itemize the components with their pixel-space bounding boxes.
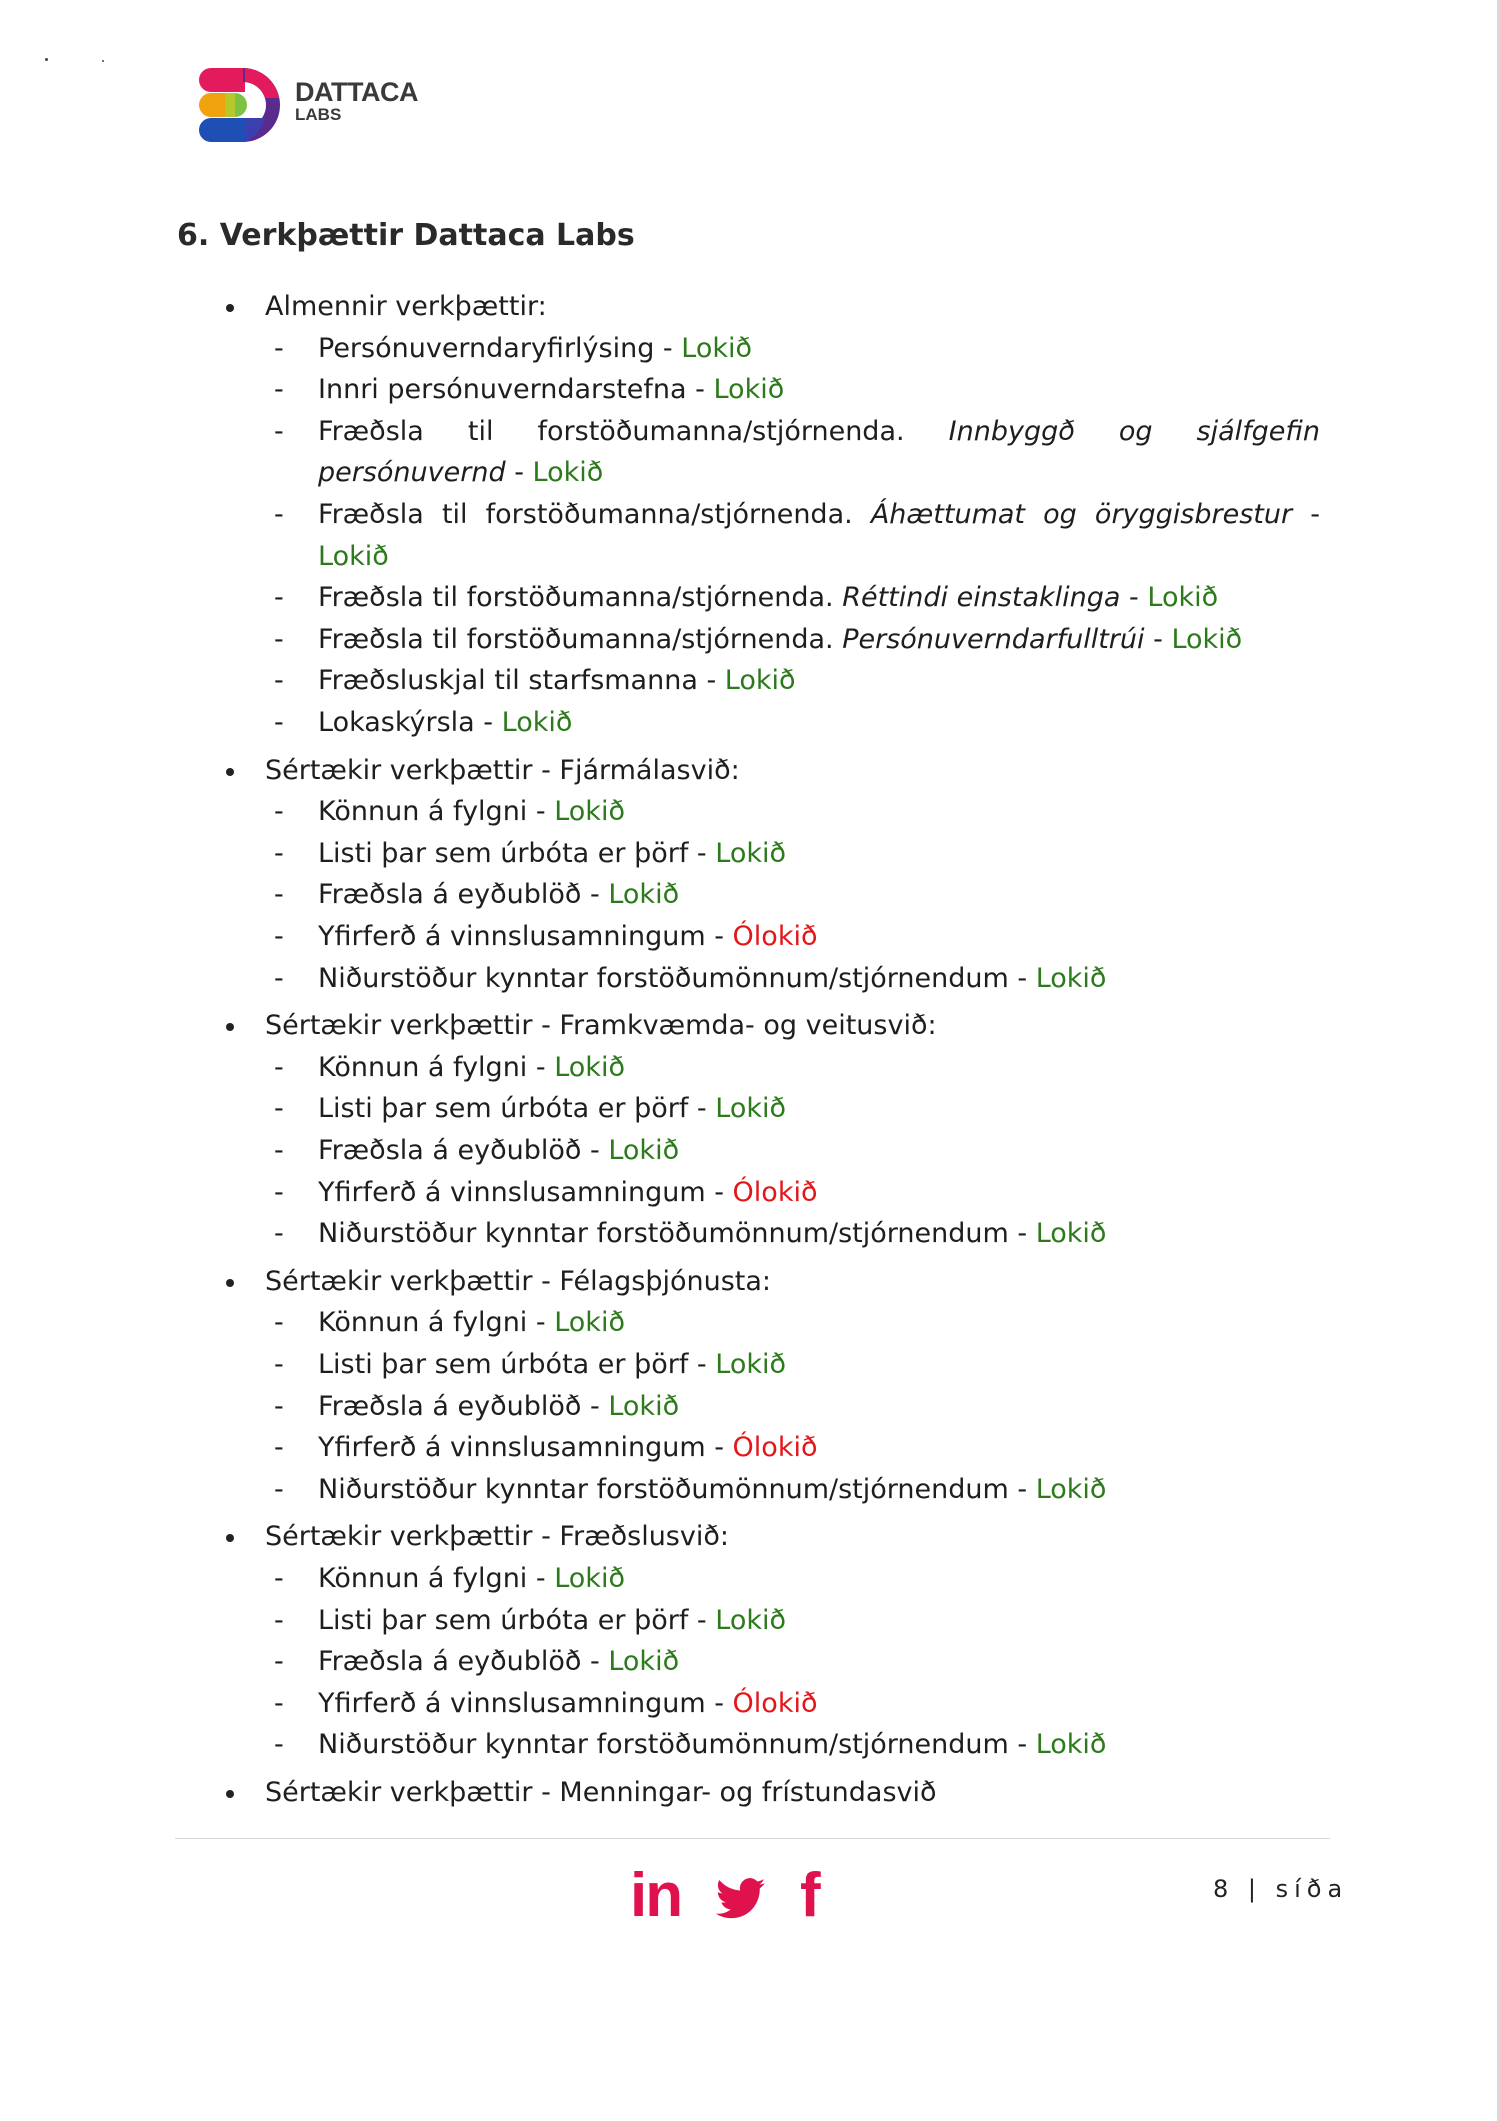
list-item [318, 1131, 679, 1171]
item-word: Innbyggð [948, 415, 1075, 447]
list-item [318, 1048, 625, 1088]
list-dash: - [274, 665, 284, 697]
item-text: Niðurstöður kynntar forstöðumönnum/stjórnendum - [318, 1218, 1036, 1250]
section-heading: Sértækir verkþættir - Fræðslusvið: [265, 1521, 729, 1553]
item-italic: Persónuverndarfulltrúi [842, 623, 1145, 655]
list-item [318, 917, 817, 957]
item-italic: Réttindi einstaklinga [842, 582, 1121, 614]
list-item [318, 792, 625, 832]
list-dash: - [274, 623, 284, 655]
status-label: Lokið [1035, 1729, 1107, 1761]
item-word: forstöðumanna/stjórnenda. [537, 415, 905, 447]
status-label: Lokið [1035, 962, 1107, 994]
list-item [318, 1470, 1106, 1510]
item-text: Könnun á fylgni - [318, 796, 555, 828]
status-label: Lokið [724, 665, 796, 697]
item-text: Könnun á fylgni - [318, 1051, 555, 1083]
status-label: Lokið [681, 332, 752, 364]
status-label: Lokið [608, 1390, 680, 1422]
item-text: Listi þar sem úrbóta er þörf - [318, 1604, 716, 1636]
item-text: Fræðsla til forstöðumanna/stjórnenda. [318, 582, 843, 614]
item-word: til [467, 415, 494, 447]
list-dash: - [274, 1432, 284, 1464]
scan-specks [40, 55, 120, 65]
general-heading: Almennir verkþættir: [265, 291, 547, 322]
bullet-dot [226, 304, 234, 312]
status-label: Ólokið [732, 1432, 818, 1464]
item-word: til [441, 499, 468, 530]
item-text: Fræðsla á eyðublöð - [318, 1135, 609, 1166]
list-item [318, 370, 784, 410]
item-separator: - [505, 457, 533, 489]
item-text: Fræðsla á eyðublöð - [318, 1390, 609, 1422]
list-item [318, 329, 752, 369]
list-dash: - [274, 1646, 284, 1678]
section-title: 6. Verkþættir Dattaca Labs [177, 218, 635, 253]
list-item [318, 834, 786, 874]
list-item [318, 875, 679, 915]
status-label: Lokið [554, 796, 625, 828]
list-dash: - [274, 582, 284, 614]
status-label: Lokið [318, 540, 389, 572]
item-text: Fræðsluskjal til starfsmanna - [318, 665, 725, 697]
list-dash: - [274, 1051, 284, 1083]
logo-name: DATTACA [295, 77, 418, 107]
item-word: öryggisbrestur [1094, 499, 1293, 530]
status-label: Lokið [554, 1051, 625, 1083]
item-text: Fræðsla á eyðublöð - [318, 879, 609, 911]
bullet-dot [226, 1023, 234, 1031]
status-label: Lokið [1147, 582, 1219, 614]
list-dash: - [274, 1687, 284, 1719]
bullet-dot [226, 768, 234, 776]
list-item [318, 661, 796, 701]
item-text: Fræðsla til forstöðumanna/stjórnenda. [318, 623, 843, 655]
list-item [318, 1303, 625, 1343]
list-item [318, 578, 1218, 618]
list-item [318, 1684, 817, 1724]
list-item-justified [318, 412, 1320, 452]
item-separator: - [1120, 582, 1148, 614]
status-label: Lokið [608, 1646, 680, 1678]
list-item [318, 1173, 817, 1213]
dattaca-logo [195, 62, 495, 147]
item-word: - [1310, 499, 1320, 530]
item-text: Innri persónuverndarstefna - [318, 374, 714, 406]
list-item [318, 959, 1106, 999]
status-label: Lokið [1171, 623, 1243, 655]
item-word: forstöðumanna/stjórnenda. [485, 499, 853, 530]
item-text: Könnun á fylgni - [318, 1307, 555, 1339]
bullet-dot [226, 1279, 234, 1287]
item-word: Fræðsla [318, 499, 424, 530]
item-text: Lokaskýrsla - [318, 707, 502, 738]
list-dash: - [274, 796, 284, 828]
list-item [318, 703, 572, 743]
status-label: Lokið [715, 1349, 787, 1380]
section-heading: Sértækir verkþættir - Félagsþjónusta: [265, 1265, 772, 1297]
item-text: Niðurstöður kynntar forstöðumönnum/stjórnendum - [318, 1473, 1036, 1505]
item-italic: persónuvernd [318, 457, 506, 489]
bullet-dot [226, 1790, 234, 1798]
item-word: og [1118, 415, 1153, 447]
list-dash: - [274, 1563, 284, 1594]
facebook-icon[interactable]: f [800, 1861, 821, 1930]
section-heading: Sértækir verkþættir - Fjármálasvið: [265, 754, 740, 786]
item-text: Yfirferð á vinnslusamningum - [318, 1432, 733, 1464]
status-label: Lokið [715, 1604, 787, 1636]
list-dash: - [274, 1473, 284, 1505]
status-label: Lokið [713, 374, 785, 406]
status-label: Lokið [608, 879, 680, 911]
list-item [318, 1428, 817, 1468]
list-item [318, 1642, 679, 1682]
list-item [318, 620, 1242, 660]
list-dash: - [274, 837, 284, 869]
list-item [318, 1089, 786, 1129]
list-dash: - [274, 1176, 284, 1208]
list-item [318, 1387, 679, 1427]
list-dash: - [274, 921, 284, 952]
item-text: Könnun á fylgni - [318, 1563, 555, 1594]
list-item-continuation [318, 453, 603, 493]
item-text: Listi þar sem úrbóta er þörf - [318, 837, 716, 869]
list-dash: - [274, 707, 284, 738]
item-text: Listi þar sem úrbóta er þörf - [318, 1349, 716, 1380]
list-item [318, 1725, 1106, 1765]
status-label: Lokið [1035, 1473, 1107, 1505]
status-label: Lokið [715, 837, 787, 869]
list-dash: - [274, 1390, 284, 1422]
item-word: Fræðsla [318, 415, 424, 447]
item-text: Fræðsla á eyðublöð - [318, 1646, 609, 1678]
list-item-justified [318, 495, 1320, 535]
list-dash: - [274, 1218, 284, 1250]
status-label: Lokið [715, 1093, 787, 1125]
item-word: Áhættumat [870, 499, 1025, 530]
list-item [318, 1559, 625, 1599]
item-separator: - [1144, 623, 1172, 655]
status-label: Ólokið [732, 1687, 818, 1719]
logo-sub: LABS [295, 105, 342, 124]
list-dash: - [274, 1604, 284, 1636]
dattaca-logo-mark-icon [195, 62, 285, 147]
list-item [318, 1345, 786, 1385]
status-label: Ólokið [732, 1176, 818, 1208]
list-dash: - [274, 1349, 284, 1380]
twitter-icon[interactable] [716, 1878, 766, 1920]
item-text: Yfirferð á vinnslusamningum - [318, 921, 733, 952]
item-text: Niðurstöður kynntar forstöðumönnum/stjórnendum - [318, 962, 1036, 994]
list-item [318, 1601, 786, 1641]
list-dash: - [274, 1135, 284, 1166]
list-dash: - [274, 415, 284, 447]
status-label: Ólokið [732, 921, 818, 952]
list-dash: - [274, 332, 284, 364]
status-label: Lokið [532, 457, 604, 489]
status-label: Lokið [554, 1307, 625, 1339]
bullet-dot [226, 1534, 234, 1542]
list-item-continuation [318, 537, 389, 577]
list-dash: - [274, 374, 284, 406]
item-word: og [1043, 499, 1077, 530]
item-text: Yfirferð á vinnslusamningum - [318, 1687, 733, 1719]
item-text: Yfirferð á vinnslusamningum - [318, 1176, 733, 1208]
linkedin-icon[interactable]: in [630, 1861, 682, 1930]
list-dash: - [274, 1729, 284, 1761]
item-word: sjálfgefin [1196, 415, 1320, 447]
item-text: Persónuverndaryfirlýsing - [318, 332, 682, 364]
section-heading: Sértækir verkþættir - Framkvæmda- og veitusvið: [265, 1010, 937, 1042]
list-dash: - [274, 879, 284, 911]
status-label: Lokið [501, 707, 573, 738]
list-dash: - [274, 962, 284, 994]
list-dash: - [274, 1307, 284, 1339]
list-item [318, 1214, 1106, 1254]
status-label: Lokið [608, 1135, 680, 1166]
footer-divider [175, 1838, 1330, 1839]
list-dash: - [274, 499, 284, 530]
page-number: 8 | síða [1213, 1875, 1349, 1903]
status-label: Lokið [554, 1563, 625, 1594]
section-heading: Sértækir verkþættir - Menningar- og frístundasvið [265, 1777, 937, 1808]
item-text: Niðurstöður kynntar forstöðumönnum/stjórnendum - [318, 1729, 1036, 1761]
list-dash: - [274, 1093, 284, 1125]
status-label: Lokið [1035, 1218, 1107, 1250]
item-text: Listi þar sem úrbóta er þörf - [318, 1093, 716, 1125]
